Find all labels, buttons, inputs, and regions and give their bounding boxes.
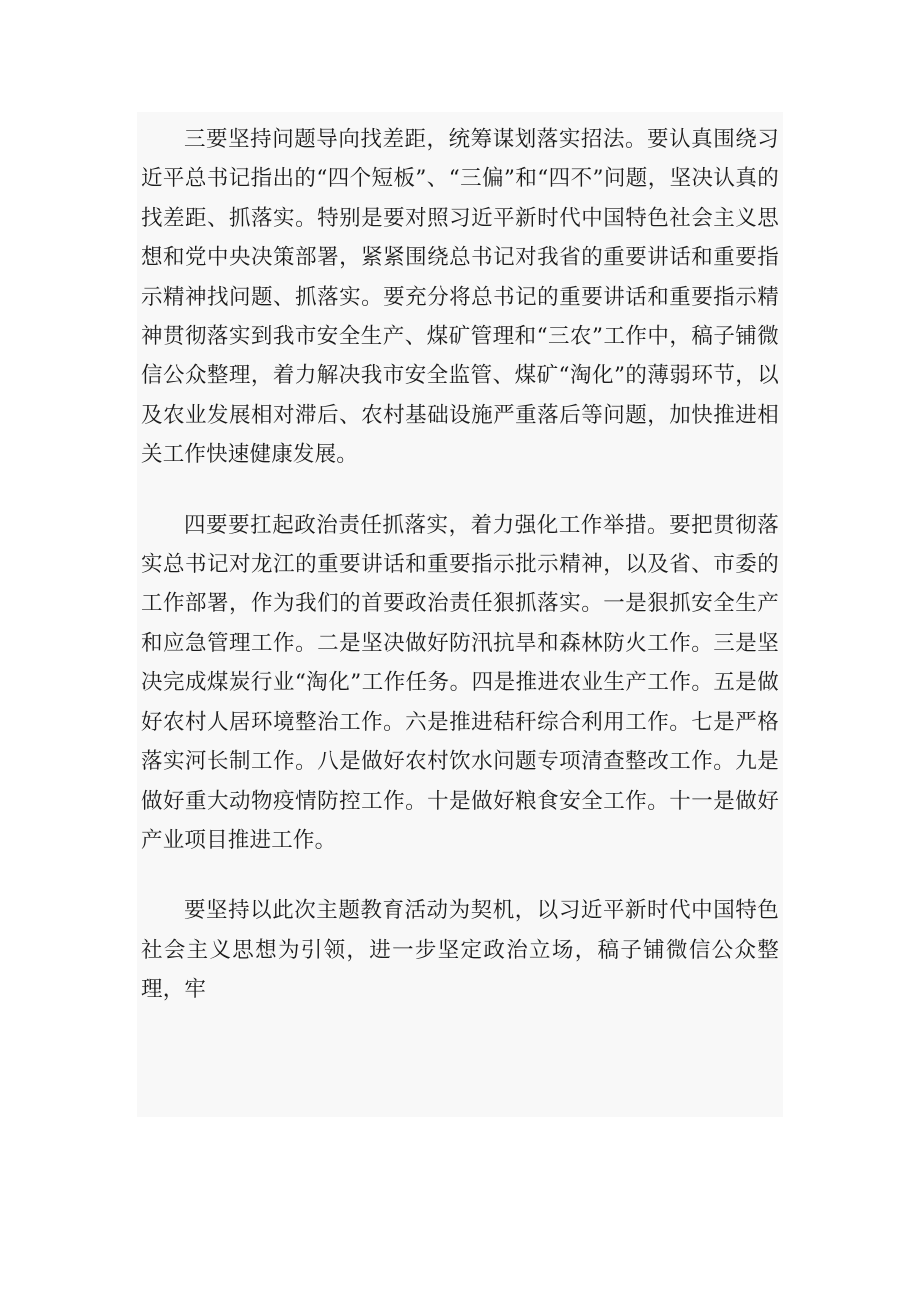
document-body (137, 112, 783, 1117)
paragraph-political-responsibility: 四要要扛起政治责任抓落实，着力强化工作举措。要把贯彻落实总书记对龙江的重要讲话和重要指示批示精神，以及省、市委的工作部署，作为我们的首要政治责任狠抓落实。一是狠抓安全生产和应急管理工作。二是坚决做好防汛抗旱和森林防火工作。三是坚决完成煤炭行业“淘化”工作任务。四是推进农业生产工作。五是做好农村人居环境整治工作。六是推进秸秆综合利用工作。七是严格落实河长制工作。八是做好农村饮水问题专项清查整改工作。九是做好重大动物疫情防控工作。十是做好粮食安全工作。十一是做好产业项目推进工作。 (141, 512, 779, 853)
paragraph-problem-orientation: 三要坚持问题导向找差距，统筹谋划落实招法。要认真围绕习近平总书记指出的“四个短板”、“三偏”和“四不”问题，坚决认真的找差距、抓落实。特别是要对照习近平新时代中国特色社会主义思想和党中央决策部署，紧紧围绕总书记对我省的重要讲话和重要指示精神找问题、抓落实。要充分将总书记的重要讲话和重要指示精神贯彻落实到我市安全生产、煤矿管理和“三农”工作中，稿子铺微信公众整理，着力解决我市安全监管、煤矿“淘化”的薄弱环节，以及农业发展相对滞后、农村基础设施严重落后等问题，加快推进相关工作快速健康发展。 (141, 127, 779, 468)
paragraph-theme-education: 要坚持以此次主题教育活动为契机，以习近平新时代中国特色社会主义思想为引领，进一步坚定政治立场，稿子铺微信公众整理，牢 (141, 898, 779, 1003)
